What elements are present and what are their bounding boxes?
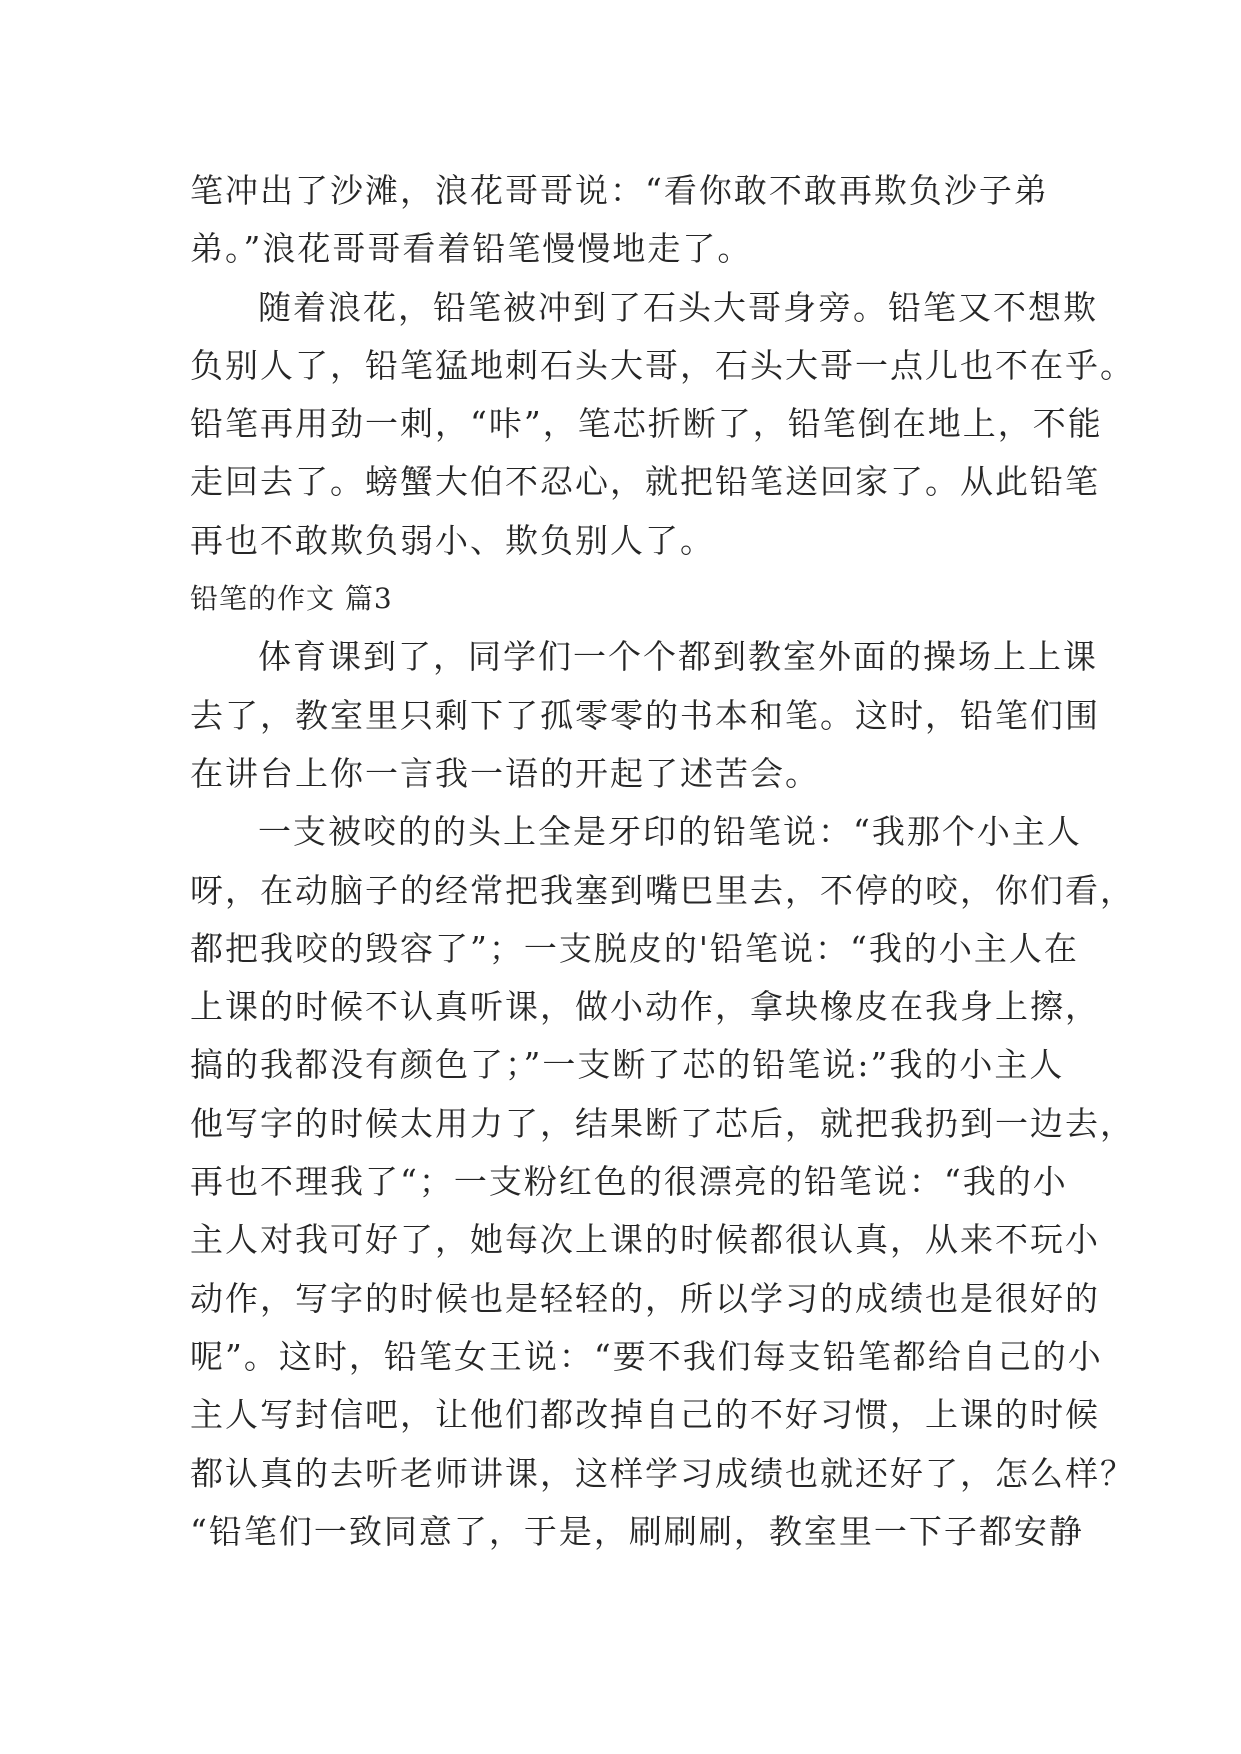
essay-body [190, 162, 1135, 1561]
text-line: 去了，教室里只剩下了孤零零的书本和笔。这时，铅笔们围 [190, 695, 1100, 735]
text-line: 负别人了，铅笔猛地刺石头大哥，石头大哥一点儿也不在乎。 [190, 345, 1135, 385]
text-line: 主人对我可好了，她每次上课的时候都很认真，从来不玩小 [190, 1220, 1100, 1260]
text-line: 搞的我都没有颜色了；”一支断了芯的铅笔说:”我的小主人 [190, 1045, 1065, 1085]
paragraph-start-line: 随着浪花，铅笔被冲到了石头大哥身旁。铅笔又不想欺 [258, 287, 1098, 327]
text-line: 上课的时候不认真听课，做小动作，拿块橡皮在我身上擦， [190, 987, 1100, 1027]
section-heading: 铅笔的作文 篇3 [190, 582, 393, 616]
text-line: 主人写封信吧，让他们都改掉自己的不好习惯，上课的时候 [190, 1395, 1100, 1435]
paragraph-start-line: 一支被咬的的头上全是牙印的铅笔说：“我那个小主人 [258, 812, 1082, 852]
text-line: 都认真的去听老师讲课，这样学习成绩也就还好了，怎么样？ [190, 1453, 1135, 1493]
text-line: 呢”。这时，铅笔女王说：“要不我们每支铅笔都给自己的小 [190, 1336, 1103, 1376]
text-line: 他写字的时候太用力了，结果断了芯后，就把我扔到一边去， [190, 1103, 1135, 1143]
text-line: 铅笔再用劲一刺，“咔”，笔芯折断了，铅笔倒在地上，不能 [190, 404, 1103, 444]
text-line: 动作，写字的时候也是轻轻的，所以学习的成绩也是很好的 [190, 1278, 1100, 1318]
text-line: 走回去了。螃蟹大伯不忍心，就把铅笔送回家了。从此铅笔 [190, 462, 1100, 502]
text-line: 弟。”浪花哥哥看着铅笔慢慢地走了。 [190, 229, 753, 269]
text-line: 再也不理我了“；一支粉红色的很漂亮的铅笔说：“我的小 [190, 1162, 1068, 1202]
paragraph-start-line: 体育课到了，同学们一个个都到教室外面的操场上上课 [258, 637, 1098, 677]
text-line: 再也不敢欺负弱小、欺负别人了。 [190, 520, 715, 560]
text-line: 笔冲出了沙滩，浪花哥哥说：“看你敢不敢再欺负沙子弟 [190, 171, 1049, 210]
text-line: 都把我咬的毁容了”；一支脱皮的'铅笔说：“我的小主人在 [190, 928, 1079, 968]
text-line: 呀，在动脑子的经常把我塞到嘴巴里去，不停的咬，你们看， [190, 870, 1135, 910]
text-line: “铅笔们一致同意了，于是，刷刷刷，教室里一下子都安静 [190, 1511, 1084, 1551]
text-line: 在讲台上你一言我一语的开起了述苦会。 [190, 753, 820, 793]
